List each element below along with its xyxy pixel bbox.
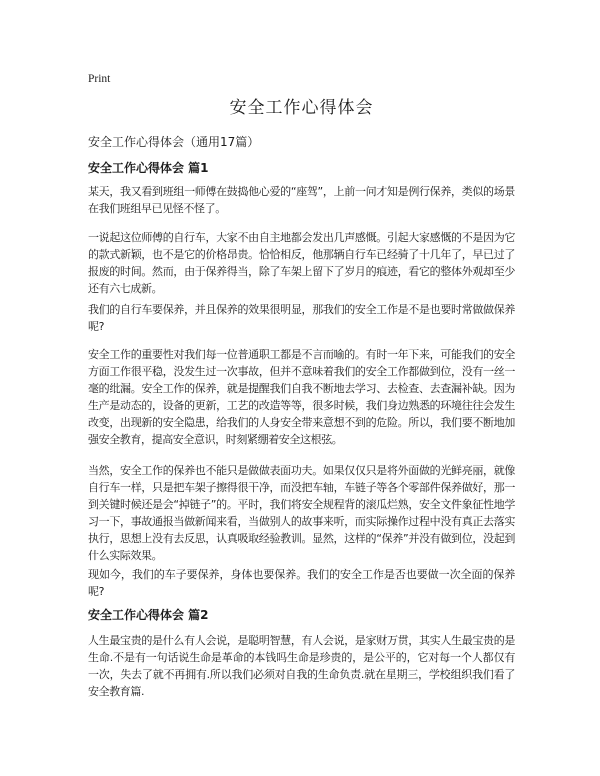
section-heading-2: 安全工作心得体会 篇2 [88,608,209,622]
paragraph: 我们的自行车要保养，并且保养的效果很明显，那我们的安全工作是不是也要时常做做保养呢? [88,303,515,333]
section-heading-1: 安全工作心得体会 篇1 [88,161,209,175]
paragraph: 某天，我又看到班组一师傅在鼓捣他心爱的“座驾”，上前一问才知是例行保养，类似的场景在我们班组早已见怪不怪了。 [88,185,515,215]
paragraph: 人生最宝贵的是什么有人会说，是聪明智慧，有人会说，是家财万贯，其实人生最宝贵的是生命.不是有一句话说生命是革命的本钱吗生命是珍贵的，是公平的，它对每一个人都仅有一次，失去了就不再拥有.所以我们必须对自我的生命负责.就在星期三，学校组织我们看了安全教育篇. [88,634,515,698]
document-title: 安全工作心得体会 [229,98,374,118]
paragraph: 安全工作的重要性对我们每一位普通职工都是不言而喻的。有时一年下来，可能我们的安全方面工作很平稳，没发生过一次事故，但并不意味着我们的安全工作都做到位，没有一丝一毫的纰漏。安全工作的保养，就是提醒我们自我不断地去学习、去检查、去查漏补缺。因为生产是动态的，设备的更新，工艺的改造等等，很多时候，我们身边熟悉的环境往往会发生改变，出现新的安全隐患，给我们的人身安全带来意想不到的危险。所以，我们要不断地加强安全教育，提高安全意识，时刻紧绷着安全这根弦。 [88,348,515,446]
document-subtitle: 安全工作心得体会（通用17篇） [88,135,260,149]
paragraph: 一说起这位师傅的自行车，大家不由自主地都会发出几声感慨。引起大家感慨的不是因为它的款式新颖，也不是它的价格昂贵。恰恰相反，他那辆自行车已经骑了十几年了，早已过了报废的时间。然而，由于保养得当，除了车架上留下了岁月的痕迹，看它的整体外观却至少还有六七成新。 [88,231,515,295]
paragraph: 当然，安全工作的保养也不能只是做做表面功夫。如果仅仅只是将外面做的光鲜亮丽，就像自行车一样，只是把车架子擦得很干净，而没把车轴，车链子等各个零部件保养做好，那一到关键时候还是会“掉链子”的。平时，我们将安全规程背的滚瓜烂熟，安全文件象征性地学习一下，事故通报当做新闻来看，当做别人的故事来听，而实际操作过程中没有真正去落实执行，思想上没有去反思，认真吸取经验教训。显然，这样的“保养”并没有做到位，没起到什么实际效果。 [88,464,515,562]
print-label: Print [88,73,111,85]
paragraph: 现如今，我们的车子要保养，身体也要保养。我们的安全工作是否也要做一次全面的保养呢? [88,568,515,598]
